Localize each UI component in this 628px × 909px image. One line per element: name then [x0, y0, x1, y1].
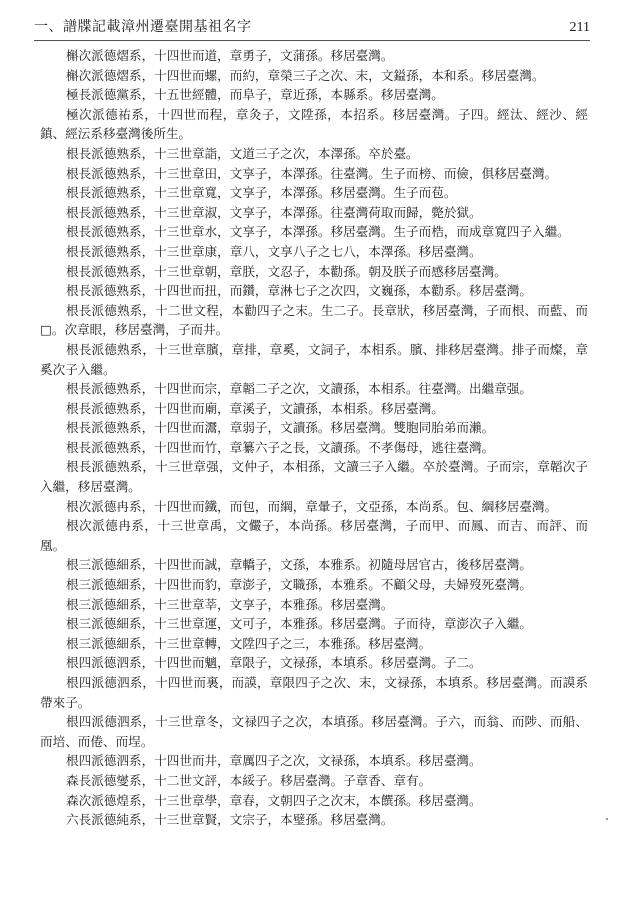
- scan-speck: [606, 818, 608, 820]
- entry-20: 根次派德冉系，十四世而鐵，而包，而綱，章暈子，文亞孫，本尚系。包、綱移居臺灣。: [66, 498, 558, 514]
- entry-13: 根長派德熟系，十二世文程，本勸四子之末。生二子。長章狀，移居臺灣，子而根、而藍、而□。次章眼，移居臺灣，子而井。: [40, 302, 588, 338]
- entry-4: 極次派德祐系，十四世而程，章灸子，文陞孫，本招系。移居臺灣。子四。經汰、經沙、經鎮、經沄系移臺灣後所生。: [40, 106, 588, 142]
- entry-16: 根長派德熟系，十四世而廟，章溪子，文讀孫，本相系。移居臺灣。: [66, 400, 444, 416]
- entry-8: 根長派德熟系，十三世章淑，文享子，本澤孫。往臺灣荷取而歸，斃於獄。: [66, 204, 482, 220]
- entry-18: 根長派德熟系，十四世而竹，章纂六子之長，文讀孫。不孝傷母，逃往臺灣。: [66, 439, 495, 455]
- entry-14: 根長派德熟系，十三世章臏，章排，章奚，文詞子，本相系。臏、排移居臺灣。排子而燦，章奚次子入繼。: [40, 341, 588, 377]
- entry-30: 根四派德泗系，十四世而井，章厲四子之次，文禄孫，本填系。移居臺灣。: [66, 753, 482, 769]
- entry-33: 六長派德純系，十三世章賢，文宗子，本璧孫。移居臺灣。: [66, 812, 394, 828]
- entry-2: 槲次派德熠系，十四世而螺，而約，章榮三子之次、末，文鎰孫，本和系。移居臺灣。: [66, 67, 545, 83]
- entry-29: 根四派德泗系，十三世章冬，文禄四子之次，本填孫。移居臺灣。子六，而翁、而陟、而船、而培、而倦、而埕。: [40, 714, 588, 749]
- entry-32: 森次派德煌系，十三世章學，章春，文朝四子之次末，本饌孫。移居臺灣。: [66, 792, 482, 808]
- entry-28: 根四派德泗系，十四世而裏，而謨，章限四子之次、末，文禄孫，本填系。移居臺灣。而謨系帶來子。: [40, 675, 588, 710]
- entry-9: 根長派德熟系，十三世章水，文享子，本澤孫。移居臺灣。生子而梏，而成章寬四子入繼。: [66, 224, 570, 240]
- entry-5: 根長派德熟系，十三世章詣，文道三子之次，本澤孫。卒於臺。: [66, 145, 419, 161]
- entry-19: 根長派德熟系，十三世章强，文仲子，本相孫，文讀三子入繼。卒於臺灣。子而宗，章韜次子入繼，移居臺灣。: [40, 459, 588, 495]
- chapter-title: 一、譜牒記載漳州遷臺開基祖名字: [34, 19, 252, 35]
- entry-27: 根四派德泗系，十四世而魑，章限子，文禄孫，本填系。移居臺灣。子二。: [66, 655, 482, 671]
- entry-24: 根三派德細系，十三世章莘，文享子，本雅孫。移居臺灣。: [66, 596, 394, 612]
- entry-21: 根次派德冉系，十三世章禹，文儼子，本尚孫。移居臺灣，子而甲、而鳳、而吉、而評、而凰。: [40, 518, 588, 553]
- entry-31: 森長派德燮系，十二世文評，本綏子。移居臺灣。子章香、章有。: [66, 772, 432, 788]
- entry-12: 根長派德熟系，十四世而扭，而鑽，章淋七子之次四，文巍孫，本勸系。移居臺灣。: [66, 283, 532, 299]
- genealogy-entries: [40, 46, 588, 830]
- entry-17: 根長派德熟系，十四世而灊，章弱子，文讀孫。移居臺灣。雙胞同胎弟而瀨。: [66, 420, 495, 436]
- entry-26: 根三派德細系，十三世章轉，文陞四子之三，本雅孫。移居臺灣。: [66, 635, 432, 651]
- entry-7: 根長派德熟系，十三世章寬，文享子，本澤孫。移居臺灣。生子而苞。: [66, 185, 457, 201]
- entry-23: 根三派德細系，十四世而豹，章澎子，文職孫，本雅系。不顧父母，夫婦歿死臺灣。: [66, 577, 532, 593]
- running-header: [34, 14, 590, 41]
- entry-15: 根長派德熟系，十四世而宗，章韜二子之次，文讀孫，本相系。往臺灣。出繼章强。: [66, 381, 532, 397]
- page-number: 211: [569, 20, 590, 35]
- entry-3: 極長派德黨系，十五世經體，而阜子，章近孫，本縣系。移居臺灣。: [66, 87, 444, 103]
- entry-25: 根三派德細系，十三世章運，文可子，本雅孫。移居臺灣。子而待，章澎次子入繼。: [66, 616, 532, 632]
- entry-10: 根長派德熟系，十三世章康，章八，文享八子之七八，本澤孫。移居臺灣。: [66, 243, 482, 259]
- entry-22: 根三派德細系，十四世而誠，章轎子，文孫，本雅系。初隨母居官古，後移居臺灣。: [66, 557, 532, 573]
- entry-1: 槲次派德熠系，十四世而道，章勇子，文蒲孫。移居臺灣。: [66, 48, 394, 63]
- entry-6: 根長派德熟系，十三世章田，文享子，本澤孫。往臺灣。生子而榜、而儉，俱移居臺灣。: [66, 165, 558, 181]
- entry-11: 根長派德熟系，十三世章朝，章朕，文忍子，本勸孫。朝及朕子而感移居臺灣。: [66, 263, 507, 279]
